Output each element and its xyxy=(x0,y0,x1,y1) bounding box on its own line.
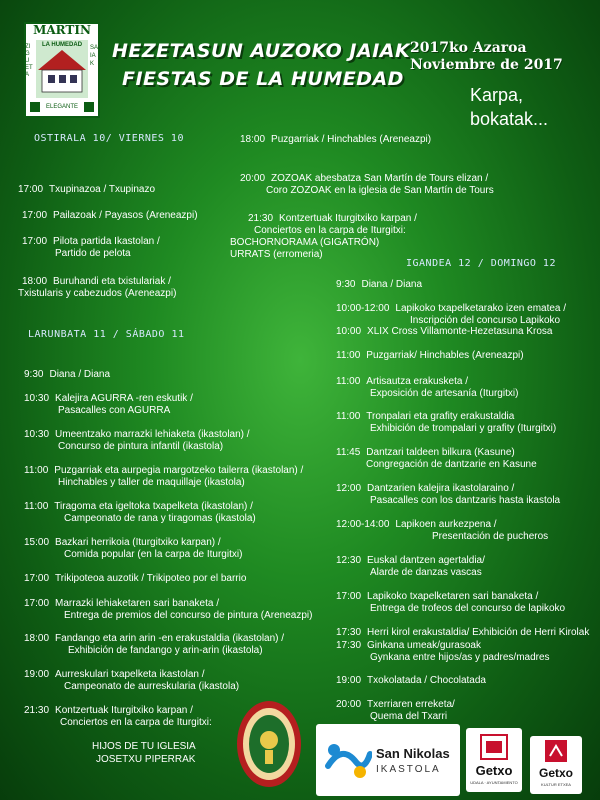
center-seal-logo xyxy=(236,700,302,788)
getxo-kultur-name: Getxo xyxy=(538,766,573,780)
getxo-udala-name: Getxo xyxy=(475,763,513,778)
list-item: 20:00 ZOZOAK abesbatza San Martín de Tours elizan / Coro ZOZOAK en la iglesia de San Martín de Tours xyxy=(240,173,494,196)
list-item: 11:00 Tronpalari eta grafity erakustaldia Exhibición de trompalari y grafity (Iturgitxi) xyxy=(336,411,557,434)
nikolas-name: San Nikolas xyxy=(376,746,450,761)
list-item: 17:00 Txupinazoa / Txupinazo xyxy=(18,184,156,195)
title-spanish: FIESTAS DE LA HUMEDAD xyxy=(122,68,404,90)
list-item: 17:00 Lapikoko txapelketaren sari banaketa / Entrega de trofeos del concurso de lapikoko xyxy=(336,591,566,614)
list-item: 15:00 Bazkari herrikoia (Iturgitxiko karpan) / Comida popular (en la carpa de Iturgitxi) xyxy=(24,537,243,560)
list-item: 12:00 Dantzarien kalejira ikastolaraino / Pasacalles con los dantzaris hasta ikastola xyxy=(336,483,561,506)
getxo-udala-logo xyxy=(466,728,522,792)
list-item: 20:00 Txerriaren erreketa/ Quema del Txarri xyxy=(336,699,455,722)
list-item: 18:00 Fandango eta arin arin -en erakustaldia (ikastolan) / Exhibición de fandango y arin-arin (ikastola) xyxy=(24,633,285,656)
getxo-kultur-logo xyxy=(530,736,582,794)
band-name-2: JOSETXU PIPERRAK xyxy=(96,754,196,765)
list-item: 17:00 Pailazoak / Payasos (Areneazpi) xyxy=(22,210,198,221)
list-item: 11:45 Dantzari taldeen bilkura (Kasune) Congregación de dantzarie en Kasune xyxy=(336,447,537,470)
list-item: 17:30 Ginkana umeak/gurasoak Gynkana entre hijos/as y padres/madres xyxy=(336,640,550,663)
list-item: 19:00 Txokolatada / Chocolatada xyxy=(336,675,486,686)
list-item: 11:00 Puzgarriak eta aurpegia margotzeko tailerra (ikastolan) / Hinchables y taller de maquillaje (ikastola) xyxy=(24,465,304,488)
title-basque: HEZETASUN AUZOKO JAIAK xyxy=(112,40,411,62)
list-item: 11:00 Artisautza erakusketa / Exposición de artesanía (Iturgitxi) xyxy=(336,376,519,399)
band-name-1: HIJOS DE TU IGLESIA xyxy=(92,741,196,752)
list-item: 18:00 Puzgarriak / Hinchables (Areneazpi) xyxy=(240,134,432,145)
list-item: 19:00 Aurreskulari txapelketa ikastolan / Campeonato de aurreskularia (ikastola) xyxy=(24,669,240,692)
list-item: 21:30 Kontzertuak Iturgitxiko karpan / Conciertos en la carpa de Iturgitxi: xyxy=(24,705,212,728)
karpa-line-2: bokatak... xyxy=(470,109,549,129)
list-item: 17:00 Trikipoteoa auzotik / Trikipoteo por el barrio xyxy=(24,573,247,584)
getxo-kultur-sub: KULTUR ETXEA xyxy=(541,782,571,787)
list-item: 10:30 Umeentzako marrazki lehiaketa (ikastolan) / Concurso de pintura infantil (ikastola) xyxy=(24,429,250,452)
list-item: 21:30 Kontzertuak Iturgitxiko karpan / Conciertos en la carpa de Iturgitxi: BOCHORNORAMA (GIGATRÓN) URRATS (erromeria) xyxy=(230,213,417,260)
san-nikolas-icon xyxy=(324,740,372,780)
friday-heading: OSTIRALA 10/ VIERNES 10 xyxy=(34,133,184,144)
saturday-heading: LARUNBATA 11 / SÁBADO 11 xyxy=(28,329,185,340)
list-item: 10:30 Kalejira AGURRA -ren eskutik / Pasacalles con AGURRA xyxy=(24,393,193,416)
list-item: 10:00 XLIX Cross Villamonte-Hezetasuna Krosa xyxy=(336,326,553,337)
list-item: 12:30 Euskal dantzen agertaldia/ Alarde de danzas vascas xyxy=(336,555,485,578)
getxo-udala-sub: UDALA · AYUNTAMIENTO xyxy=(470,780,518,785)
list-item: 11:00 Tiragoma eta igeltoka txapelketa (ikastolan) / Campeonato de rana y tiragomas (ikastola) xyxy=(24,501,256,524)
logo-martin-text: MARTIN xyxy=(33,23,91,37)
logo-left-text: ZIGUETA xyxy=(25,44,33,78)
seal-icon xyxy=(236,700,302,788)
list-item: 11:00 Puzgarriak/ Hinchables (Areneazpi) xyxy=(336,350,524,361)
getxo-shield-icon xyxy=(480,734,508,760)
date-spanish: Noviembre de 2017 xyxy=(410,57,563,73)
nikolas-ikastola: IKASTOLA xyxy=(376,764,441,775)
list-item: 12:00-14:00 Lapikoen aurkezpena / Presentación de pucheros xyxy=(336,519,549,542)
list-item: 17:00 Marrazki lehiaketaren sari banaketa / Entrega de premios del concurso de pintura (Areneazpi) xyxy=(24,598,313,621)
list-item: 18:00 Buruhandi eta txistulariak / Txistularis y cabezudos (Areneazpi) xyxy=(18,276,177,299)
karpa-line-1: Karpa, xyxy=(470,85,524,105)
list-item: 10:00-12:00 Lapikoko txapelketarako izen ematea / Inscripción del concurso Lapikoko xyxy=(336,303,567,326)
logo-humedad-text: LA HUMEDAD xyxy=(41,42,83,48)
getxo-kultur-icon xyxy=(545,740,567,762)
date-basque: 2017ko Azaroa xyxy=(410,40,527,56)
list-item: 9:30 Diana / Diana xyxy=(24,369,111,380)
logo-right-text: SAIAK xyxy=(90,45,99,67)
list-item: 17:00 Pilota partida Ikastolan / Partido de pelota xyxy=(22,236,160,259)
san-nikolas-logo xyxy=(316,724,460,796)
list-item: 9:30 Diana / Diana xyxy=(336,279,423,290)
sunday-heading: IGANDEA 12 / DOMINGO 12 xyxy=(406,258,556,269)
list-item: 17:30 Herri kirol erakustaldia/ Exhibición de Herri Kirolak xyxy=(336,627,590,638)
logo-bottom-text: ELEGANTE xyxy=(45,104,78,110)
martin-logo xyxy=(24,22,100,118)
